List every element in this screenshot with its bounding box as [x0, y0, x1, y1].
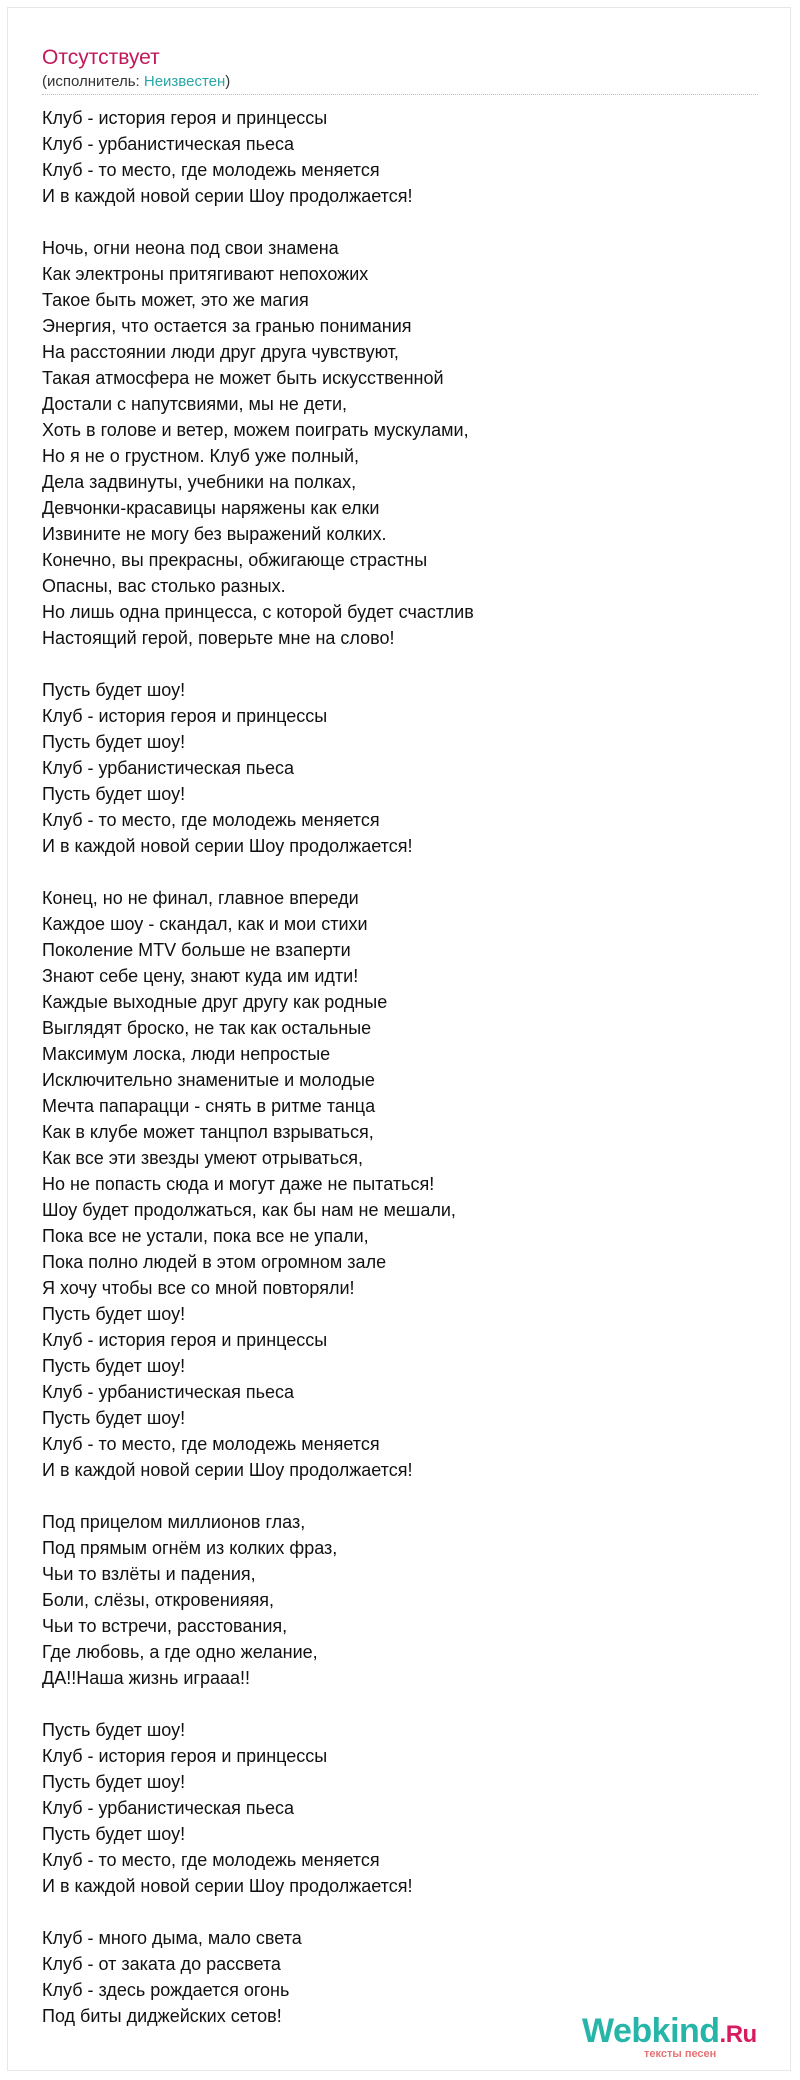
lyrics-line: Максимум лоска, люди непростые — [42, 1044, 331, 1064]
lyrics-line: И в каждой новой серии Шоу продолжается! — [42, 1460, 413, 1480]
lyrics-line: Я хочу чтобы все со мной повторяли! — [42, 1278, 355, 1298]
lyrics-line: Клуб - то место, где молодежь меняется — [42, 1850, 380, 1870]
artist-suffix: ) — [225, 73, 231, 90]
lyrics-line: Ночь, огни неона под свои знамена — [42, 238, 339, 258]
lyrics-stanza — [42, 105, 762, 209]
lyrics-line: И в каждой новой серии Шоу продолжается! — [42, 1876, 413, 1896]
lyrics-line: На расстоянии люди друг друга чувствуют, — [42, 342, 399, 362]
lyrics-line: Клуб - то место, где молодежь меняется — [42, 160, 380, 180]
lyrics-line: Выглядят броско, не так как остальные — [42, 1018, 372, 1038]
lyrics-line: Извините не могу без выражений колких. — [42, 524, 387, 544]
lyrics-line: Чьи то взлёты и падения, — [42, 1564, 256, 1584]
lyrics-line: Чьи то встречи, расстования, — [42, 1616, 288, 1636]
lyrics-line: Клуб - история героя и принцессы — [42, 1746, 328, 1766]
lyrics-line: Как все эти звезды умеют отрываться, — [42, 1148, 364, 1168]
lyrics-line: Настоящий герой, поверьте мне на слово! — [42, 628, 395, 648]
logo-name: Webkind — [582, 2012, 720, 2050]
lyrics-line: Каждое шоу - скандал, как и мои стихи — [42, 914, 368, 934]
lyrics-line: Пусть будет шоу! — [42, 1772, 186, 1792]
lyrics-line: Конечно, вы прекрасны, обжигающе страстны — [42, 550, 428, 570]
lyrics-line: Шоу будет продолжаться, как бы нам не мешали, — [42, 1200, 456, 1220]
lyrics-line: Как в клубе может танцпол взрываться, — [42, 1122, 374, 1142]
lyrics-line: Под прицелом миллионов глаз, — [42, 1512, 306, 1532]
header-divider — [42, 94, 758, 95]
lyrics-line: И в каждой новой серии Шоу продолжается! — [42, 836, 413, 856]
lyrics-line: Клуб - урбанистическая пьеса — [42, 758, 295, 778]
lyrics-line: Как электроны притягивают непохожих — [42, 264, 369, 284]
lyrics-line: Под прямым огнём из колких фраз, — [42, 1538, 338, 1558]
lyrics-line: Пусть будет шоу! — [42, 784, 186, 804]
lyrics-line: И в каждой новой серии Шоу продолжается! — [42, 186, 413, 206]
lyrics-line: Хоть в голове и ветер, можем поиграть мускулами, — [42, 420, 469, 440]
lyrics-line: Поколение MTV больше не взаперти — [42, 940, 351, 960]
lyrics-line: Клуб - много дыма, мало света — [42, 1928, 302, 1948]
artist-link[interactable]: Неизвестен — [143, 73, 226, 90]
lyrics-line: Такое быть может, это же магия — [42, 290, 309, 310]
lyrics-line: Пусть будет шоу! — [42, 1408, 186, 1428]
artist-prefix: (исполнитель: — [42, 73, 144, 90]
lyrics-line: Клуб - история героя и принцессы — [42, 706, 328, 726]
lyrics-line: Конец, но не финал, главное впереди — [42, 888, 359, 908]
lyrics-line: Боли, слёзы, откровенияяя, — [42, 1590, 275, 1610]
lyrics-line: Достали с напутсвиями, мы не дети, — [42, 394, 348, 414]
lyrics-stanza — [42, 1717, 762, 1899]
lyrics-line: Но лишь одна принцесса, с которой будет счастлив — [42, 602, 474, 622]
lyrics-stanza — [42, 235, 762, 651]
lyrics-line: Где любовь, а где одно желание, — [42, 1642, 318, 1662]
lyrics-line: Под биты диджейских сетов! — [42, 2006, 282, 2026]
lyrics-line: Мечта папарацци - снять в ритме танца — [42, 1096, 376, 1116]
lyrics-line: Но не попасть сюда и могут даже не пытаться! — [42, 1174, 435, 1194]
lyrics-line: Энергия, что остается за гранью понимания — [42, 316, 412, 336]
logo-tld: .Ru — [719, 2021, 757, 2048]
lyrics-stanza — [42, 677, 762, 859]
lyrics-line: Пусть будет шоу! — [42, 1824, 186, 1844]
lyrics-line: Клуб - то место, где молодежь меняется — [42, 1434, 380, 1454]
lyrics-line: Опасны, вас столько разных. — [42, 576, 286, 596]
lyrics-line: Пока полно людей в этом огромном зале — [42, 1252, 387, 1272]
lyrics-line: Каждые выходные друг другу как родные — [42, 992, 388, 1012]
lyrics-line: Пока все не устали, пока все не упали, — [42, 1226, 369, 1246]
logo-tagline: тексты песен — [644, 2048, 717, 2060]
lyrics-line: Исключительно знаменитые и молодые — [42, 1070, 375, 1090]
lyrics-line: Пусть будет шоу! — [42, 1304, 186, 1324]
lyrics-line: ДА!!Наша жизнь играаа!! — [42, 1668, 250, 1688]
song-title: Отсутствует — [42, 46, 160, 69]
lyrics-line: Пусть будет шоу! — [42, 1720, 186, 1740]
lyrics-line: Пусть будет шоу! — [42, 1356, 186, 1376]
lyrics-line: Клуб - история героя и принцессы — [42, 1330, 328, 1350]
lyrics-line: Клуб - от заката до рассвета — [42, 1954, 281, 1974]
artist-line — [42, 71, 230, 93]
lyrics-line: Клуб - история героя и принцессы — [42, 108, 328, 128]
lyrics-body — [42, 105, 762, 2055]
lyrics-line: Клуб - урбанистическая пьеса — [42, 1798, 295, 1818]
lyrics-line: Девчонки-красавицы наряжены как елки — [42, 498, 380, 518]
lyrics-line: Пусть будет шоу! — [42, 680, 186, 700]
lyrics-line: Клуб - здесь рождается огонь — [42, 1980, 290, 2000]
lyrics-line: Клуб - урбанистическая пьеса — [42, 1382, 295, 1402]
lyrics-line: Такая атмосфера не может быть искусственной — [42, 368, 444, 388]
lyrics-line: Но я не о грустном. Клуб уже полный, — [42, 446, 360, 466]
lyrics-line: Дела задвинуты, учебники на полках, — [42, 472, 357, 492]
lyrics-stanza — [42, 1509, 762, 1691]
site-logo[interactable] — [582, 2012, 772, 2062]
lyrics-line: Пусть будет шоу! — [42, 732, 186, 752]
lyrics-stanza — [42, 885, 762, 1483]
lyrics-line: Знают себе цену, знают куда им идти! — [42, 966, 359, 986]
lyrics-line: Клуб - урбанистическая пьеса — [42, 134, 295, 154]
lyrics-line: Клуб - то место, где молодежь меняется — [42, 810, 380, 830]
